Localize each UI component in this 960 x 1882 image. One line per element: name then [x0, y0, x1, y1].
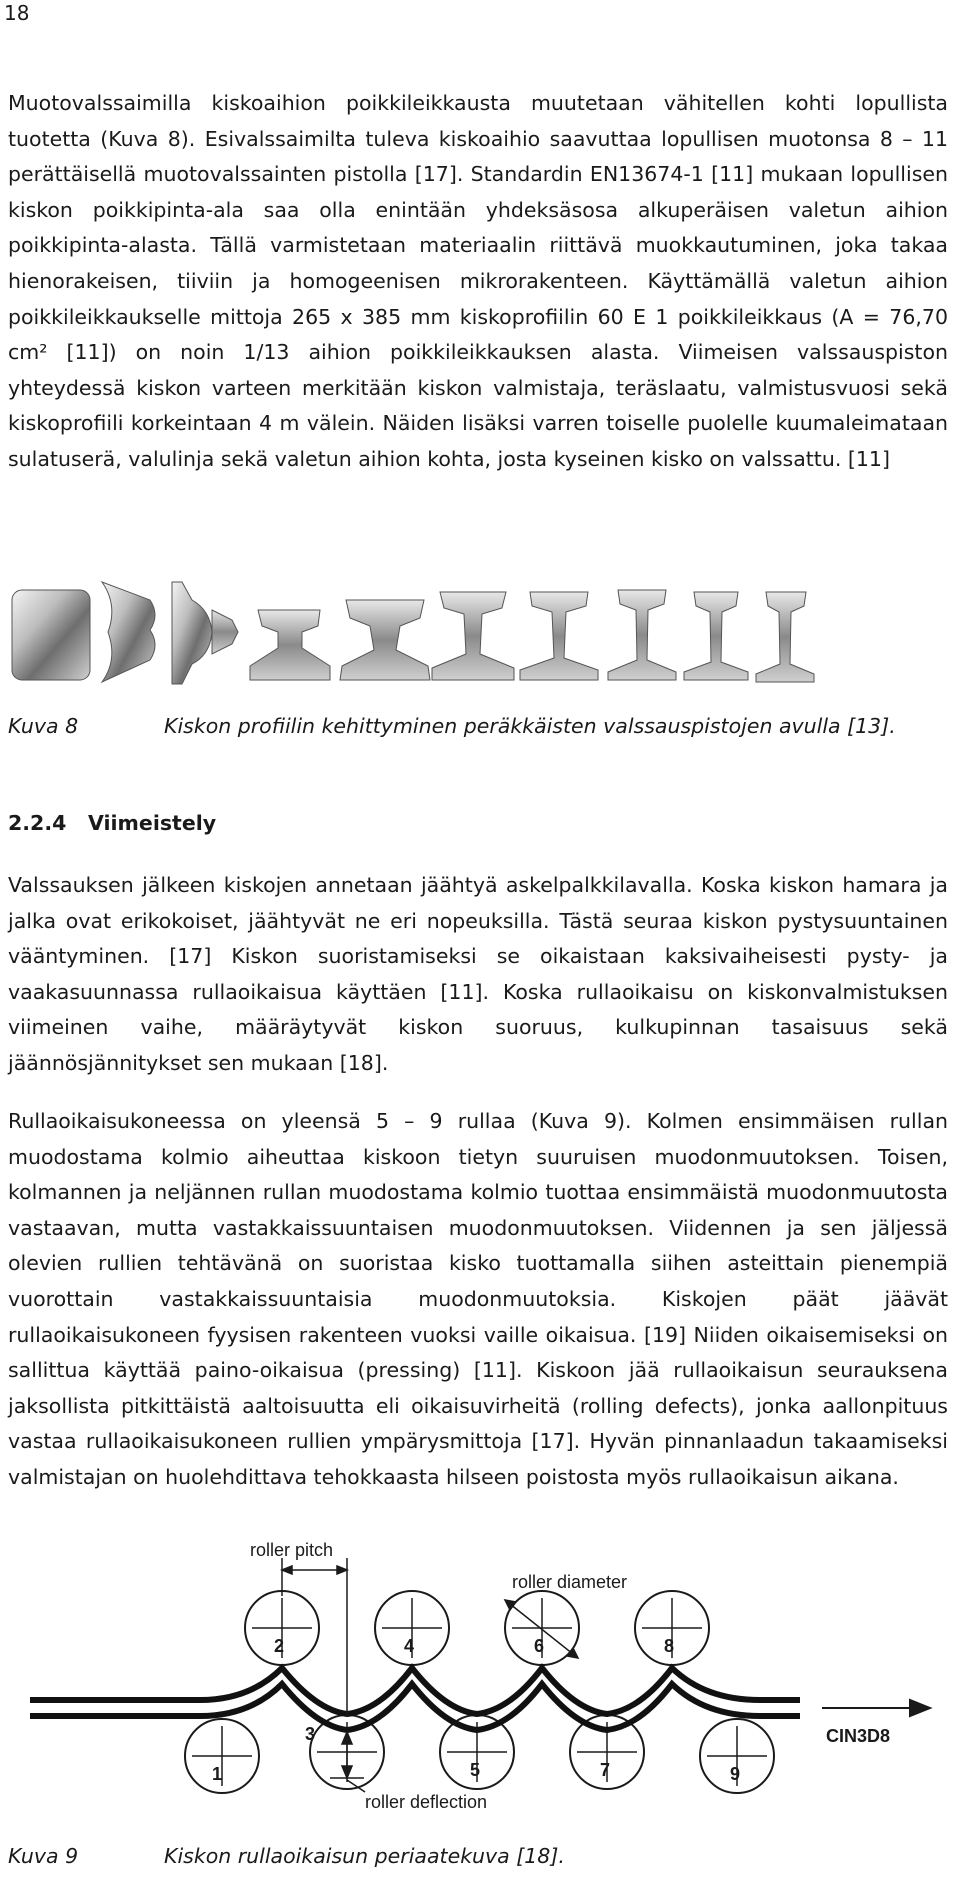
profile-5 [340, 600, 430, 680]
profile-6 [432, 592, 514, 680]
roller-number-4: 4 [404, 1636, 415, 1656]
paragraph-3: Rullaoikaisukoneessa on yleensä 5 – 9 rullaa (Kuva 9). Kolmen ensimmäisen rullan muodostama kolmio aiheuttaa kiskoon tietyn suuruisen muodonmuutoksen. Toisen, kolmannen ja neljännen rullan muodostama kolmio tuottaa ensimmäistä muodonmuutosta vastaavan, mutta vastakkaissuuntaisen muodonmuutoksen. Viidennen ja sen jäljessä olevien rullien tehtävänä on suoristaa kisko tuottamalla siihen asteittain pienempiä vuorottain vastakkaissuuntaisia muodonmuutoksia. Kiskojen päät jäävät rullaoikaisukoneen fyysisen rakenteen vuoksi vaille oikaisua. [19] Niiden oikaisemiseksi on sallittua käyttää paino-oikaisua (pressing) [11]. Kiskoon jää rullaoikaisun seurauksena jaksollista pitkittäistä aaltoisuutta eli oikaisuvirheitä (rolling defects), jonka aallonpituus vastaa rullaoikaisukoneen rullien ympärysmittoja [17]. Hyvän pinnanlaadun takaamiseksi valmistajan on huolehdittava tehokkaasta hilseen poistosta myös rullaoikaisun aikana. [8, 1109, 948, 1489]
roller-number-9: 9 [730, 1764, 741, 1784]
paragraph-1: Muotovalssaimilla kiskoaihion poikkileikkausta muutetaan vähitellen kohti lopullista tuotetta (Kuva 8). Esivalssaimilta tuleva kiskoaihio saavuttaa lopullisen muotonsa 8 – 11 perättäisellä muotovalssainten pistolla [17]. Standardin EN13674-1 [11] mukaan lopullisen kiskon poikkipinta-ala saa olla enintään yhdeksäsosa alkuperäisen valetun aihion poikkipinta-alasta. Tällä varmistetaan materiaalin riittävä muokkautuminen, joka takaa hienorakeisen, tiiviin ja homogeenisen mikrorakenteen. Käyttämällä valetun aihion poikkileikkaukselle mittoja 265 x 385 mm kiskoprofiilin 60 E 1 poikkileikkaus (A = 76,70 cm² [11]) on noin 1/13 aihion poikkileikkauksen alasta. Viimeisen valssauspiston yhteydessä kiskon varteen merkitään kiskon valmistaja, teräslaatu, valmistusvuosi sekä kiskoprofiili korkeintaan 4 m välein. Näiden lisäksi varren toiselle puolelle kuumaleimataan sulatuserä, valulinja sekä valetun aihion kohta, josta kyseinen kisko on valssattu. [11] [8, 91, 948, 471]
profile-7 [520, 592, 598, 680]
profile-3 [172, 582, 212, 684]
profile-8 [608, 590, 676, 680]
figure-8-rail-profiles [0, 570, 960, 700]
roller-number-2: 2 [274, 1636, 285, 1656]
paragraph-2: Valssauksen jälkeen kiskojen annetaan jäähtyä askelpalkkilavalla. Koska kiskon hamara ja jalka ovat erikokoiset, jäähtyvät ne eri nopeuksilla. Tästä seuraa kiskon pystysuuntainen vääntyminen. [17] Kiskon suoristamiseksi se oikaistaan kaksivaiheisesti pysty- ja vaakasuunnassa rullaoikaisua käyttäen [11]. Koska rullaoikaisu on kiskonvalmistuksen viimeinen vaihe, määräytyvät kiskon suoruus, kulkupinnan tasaisuus sekä jäännösjännitykset sen mukaan [18]. [8, 873, 948, 1075]
section-number: 2.2.4 [8, 811, 67, 835]
roller-number-1: 1 [212, 1764, 223, 1784]
profile-2 [102, 582, 155, 682]
profile-4 [250, 610, 330, 680]
roller-number-8: 8 [664, 1636, 675, 1656]
profile-9 [684, 592, 748, 680]
roller-number-5: 5 [470, 1760, 481, 1780]
label-model: CIN3D8 [826, 1726, 891, 1746]
label-roller-deflection: roller deflection [365, 1792, 488, 1812]
page-number: 18 [4, 1, 30, 25]
label-roller-pitch: roller pitch [250, 1540, 334, 1560]
label-roller-diameter: roller diameter [512, 1572, 628, 1592]
section-heading [8, 808, 216, 838]
profile-1 [12, 590, 90, 680]
figure-8-caption-text: Kiskon profiilin kehittyminen peräkkäisten valssauspistojen avulla [13]. [164, 714, 896, 738]
figure-9-caption-number: Kuva 9 [8, 1844, 79, 1868]
roller-number-6: 6 [534, 1636, 545, 1656]
section-title: Viimeistely [88, 811, 217, 835]
roller-number-7: 7 [600, 1760, 611, 1780]
figure-9-caption-text: Kiskon rullaoikaisun periaatekuva [18]. [164, 1844, 565, 1868]
figure-9-roller-diagram [0, 1540, 960, 1820]
figure-8-caption-number: Kuva 8 [8, 714, 79, 738]
profile-10 [756, 592, 814, 682]
roller-number-3: 3 [305, 1724, 316, 1744]
